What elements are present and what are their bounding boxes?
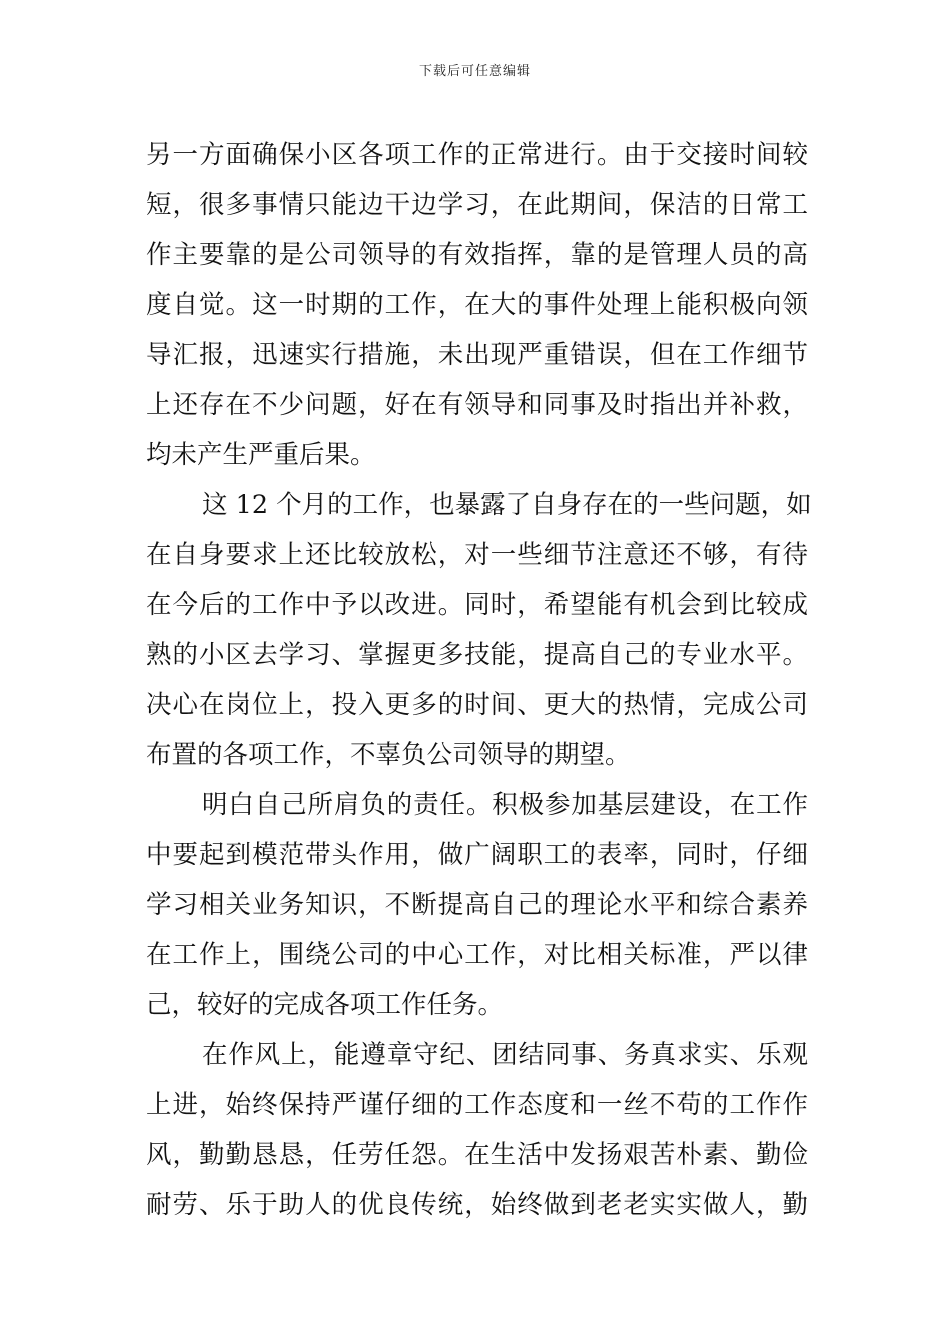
text-line: 上进，始终保持严谨仔细的工作态度和一丝不苟的工作作 xyxy=(146,1090,808,1120)
text-line: 耐劳、乐于助人的优良传统，始终做到老老实实做人，勤 xyxy=(146,1190,808,1220)
page-header: 下载后可任意编辑 xyxy=(418,64,531,79)
text-line: 作主要靠的是公司领导的有效指挥，靠的是管理人员的高 xyxy=(146,240,808,270)
paragraph-2 xyxy=(146,480,812,780)
text-line: 风，勤勤恳恳，任劳任怨。在生活中发扬艰苦朴素、勤俭 xyxy=(146,1140,808,1170)
text-line: 己，较好的完成各项工作任务。 xyxy=(146,990,504,1020)
text-line: 导汇报，迅速实行措施，未出现严重错误，但在工作细节 xyxy=(146,340,808,370)
text-line: 均未产生严重后果。 xyxy=(146,440,376,470)
text-line: 熟的小区去学习、掌握更多技能，提高自己的专业水平。 xyxy=(146,640,808,670)
paragraph-1 xyxy=(146,130,808,480)
paragraph-4 xyxy=(146,1030,808,1230)
text-line: 决心在岗位上，投入更多的时间、更大的热情，完成公司 xyxy=(146,690,808,720)
text-line: 中要起到模范带头作用，做广阔职工的表率，同时，仔细 xyxy=(146,840,808,870)
document-body xyxy=(146,130,812,1230)
text-line: 布置的各项工作，不辜负公司领导的期望。 xyxy=(146,740,631,770)
text-line: 在今后的工作中予以改进。同时，希望能有机会到比较成 xyxy=(146,590,808,620)
paragraph-3 xyxy=(146,780,808,1030)
text-line: 度自觉。这一时期的工作，在大的事件处理上能积极向领 xyxy=(146,290,808,320)
text-line: 明白自己所肩负的责任。积极参加基层建设，在工作 xyxy=(202,790,808,820)
text-line: 这 12 个月的工作，也暴露了自身存在的一些问题，如 xyxy=(202,490,812,520)
text-line: 在自身要求上还比较放松，对一些细节注意还不够，有待 xyxy=(146,540,808,570)
text-line: 在工作上，围绕公司的中心工作，对比相关标准，严以律 xyxy=(146,940,808,970)
text-line: 上还存在不少问题，好在有领导和同事及时指出并补救， xyxy=(146,390,808,420)
text-line: 短，很多事情只能边干边学习，在此期间，保洁的日常工 xyxy=(146,190,808,220)
text-line: 在作风上，能遵章守纪、团结同事、务真求实、乐观 xyxy=(202,1040,808,1070)
text-line: 学习相关业务知识，不断提高自己的理论水平和综合素养 xyxy=(146,890,808,920)
text-line: 另一方面确保小区各项工作的正常进行。由于交接时间较 xyxy=(146,140,808,170)
